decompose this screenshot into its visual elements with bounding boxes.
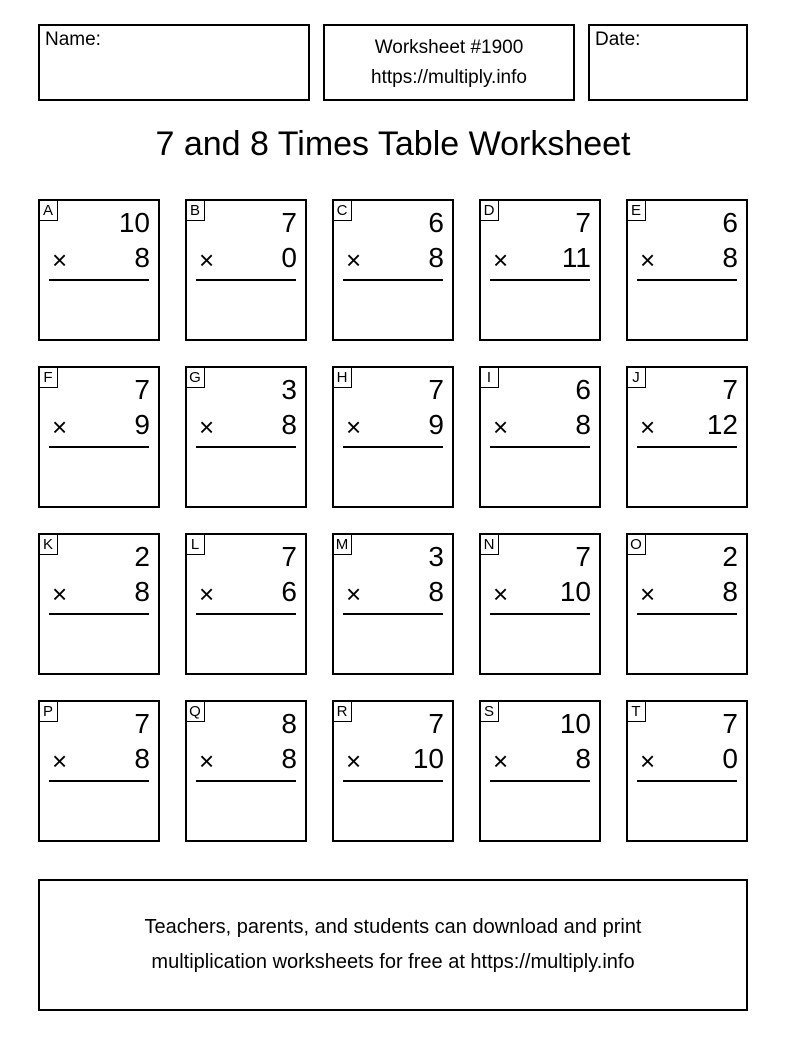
problem-multiplicand: 6 bbox=[575, 374, 591, 405]
problem-multiplicand: 7 bbox=[428, 708, 444, 739]
problem-multiplicand: 7 bbox=[722, 708, 738, 739]
problem-card[interactable] bbox=[38, 366, 160, 508]
problem-card[interactable] bbox=[38, 700, 160, 842]
problem-card[interactable] bbox=[332, 533, 454, 675]
problem-letter: P bbox=[38, 700, 58, 722]
problem-card[interactable] bbox=[626, 199, 748, 341]
answer-line bbox=[196, 613, 296, 615]
problem-card[interactable] bbox=[185, 199, 307, 341]
answer-line bbox=[637, 613, 737, 615]
answer-line bbox=[343, 613, 443, 615]
problem-letter: Q bbox=[185, 700, 205, 722]
multiply-sign: × bbox=[640, 746, 656, 776]
problem-multiplicand: 7 bbox=[134, 374, 150, 405]
problem-letter: A bbox=[38, 199, 58, 221]
problem-card[interactable] bbox=[332, 366, 454, 508]
multiply-sign: × bbox=[52, 245, 68, 275]
problem-card[interactable] bbox=[332, 700, 454, 842]
problem-letter: G bbox=[185, 366, 205, 388]
worksheet-info-box bbox=[323, 24, 575, 101]
multiply-sign: × bbox=[493, 245, 509, 275]
multiply-sign: × bbox=[52, 412, 68, 442]
problem-multiplier: 8 bbox=[134, 576, 150, 607]
answer-line bbox=[490, 446, 590, 448]
problem-letter: R bbox=[332, 700, 352, 722]
name-field[interactable] bbox=[38, 24, 310, 101]
problem-multiplier: 8 bbox=[428, 242, 444, 273]
problem-multiplier: 8 bbox=[134, 242, 150, 273]
answer-line bbox=[490, 780, 590, 782]
multiply-sign: × bbox=[493, 579, 509, 609]
problem-card[interactable] bbox=[479, 366, 601, 508]
problem-letter: M bbox=[332, 533, 352, 555]
footer-line-1: Teachers, parents, and students can download and print bbox=[144, 916, 642, 938]
multiply-sign: × bbox=[640, 579, 656, 609]
problem-multiplicand: 6 bbox=[428, 207, 444, 238]
problem-card[interactable] bbox=[626, 366, 748, 508]
problem-multiplicand: 3 bbox=[428, 541, 444, 572]
multiply-sign: × bbox=[52, 746, 68, 776]
problem-multiplicand: 2 bbox=[134, 541, 150, 572]
problem-card[interactable] bbox=[185, 366, 307, 508]
name-label: Name: bbox=[45, 29, 101, 50]
multiply-sign: × bbox=[640, 245, 656, 275]
multiply-sign: × bbox=[493, 746, 509, 776]
problem-multiplier: 8 bbox=[281, 743, 297, 774]
problem-multiplier: 8 bbox=[281, 409, 297, 440]
multiply-sign: × bbox=[199, 245, 215, 275]
answer-line bbox=[196, 279, 296, 281]
problem-multiplier: 8 bbox=[722, 576, 738, 607]
date-field[interactable] bbox=[588, 24, 748, 101]
answer-line bbox=[637, 446, 737, 448]
problem-multiplicand: 7 bbox=[575, 541, 591, 572]
answer-line bbox=[490, 613, 590, 615]
problem-letter: C bbox=[332, 199, 352, 221]
problem-multiplicand: 6 bbox=[722, 207, 738, 238]
problem-multiplicand: 7 bbox=[575, 207, 591, 238]
multiply-sign: × bbox=[640, 412, 656, 442]
problem-card[interactable] bbox=[185, 533, 307, 675]
multiply-sign: × bbox=[346, 579, 362, 609]
problem-multiplier: 0 bbox=[722, 743, 738, 774]
problem-card[interactable] bbox=[479, 533, 601, 675]
problem-card[interactable] bbox=[185, 700, 307, 842]
multiply-sign: × bbox=[52, 579, 68, 609]
page-title: 7 and 8 Times Table Worksheet bbox=[155, 125, 631, 163]
worksheet-url: https://multiply.info bbox=[371, 66, 527, 88]
footer-box bbox=[38, 879, 748, 1011]
problem-multiplier: 11 bbox=[561, 242, 591, 273]
date-label: Date: bbox=[595, 29, 641, 50]
answer-line bbox=[49, 279, 149, 281]
problem-letter: I bbox=[479, 366, 499, 388]
problem-multiplier: 8 bbox=[428, 576, 444, 607]
multiply-sign: × bbox=[199, 746, 215, 776]
multiply-sign: × bbox=[199, 412, 215, 442]
problem-letter: N bbox=[479, 533, 499, 555]
problem-multiplicand: 10 bbox=[559, 708, 591, 739]
problem-multiplier: 10 bbox=[412, 743, 444, 774]
problem-multiplicand: 7 bbox=[722, 374, 738, 405]
multiply-sign: × bbox=[346, 412, 362, 442]
problem-multiplier: 6 bbox=[281, 576, 297, 607]
problem-multiplicand: 2 bbox=[722, 541, 738, 572]
problem-card[interactable] bbox=[479, 199, 601, 341]
problem-letter: F bbox=[38, 366, 58, 388]
problem-card[interactable] bbox=[479, 700, 601, 842]
problem-letter: J bbox=[626, 366, 646, 388]
problem-card[interactable] bbox=[626, 700, 748, 842]
problem-multiplier: 12 bbox=[706, 409, 738, 440]
problem-multiplicand: 7 bbox=[281, 541, 297, 572]
problem-multiplier: 8 bbox=[722, 242, 738, 273]
problem-card[interactable] bbox=[38, 199, 160, 341]
multiply-sign: × bbox=[199, 579, 215, 609]
footer-line-2: multiplication worksheets for free at https://multiply.info bbox=[151, 951, 635, 973]
problem-letter: O bbox=[626, 533, 646, 555]
problem-multiplier: 0 bbox=[281, 242, 297, 273]
problem-letter: E bbox=[626, 199, 646, 221]
problem-multiplicand: 7 bbox=[134, 708, 150, 739]
problem-card[interactable] bbox=[38, 533, 160, 675]
problem-letter: S bbox=[479, 700, 499, 722]
answer-line bbox=[196, 446, 296, 448]
problem-letter: L bbox=[185, 533, 205, 555]
problem-multiplicand: 10 bbox=[118, 207, 150, 238]
answer-line bbox=[637, 780, 737, 782]
multiply-sign: × bbox=[493, 412, 509, 442]
problem-multiplicand: 3 bbox=[281, 374, 297, 405]
problem-multiplicand: 7 bbox=[281, 207, 297, 238]
answer-line bbox=[343, 279, 443, 281]
problem-letter: B bbox=[185, 199, 205, 221]
answer-line bbox=[343, 780, 443, 782]
problem-multiplier: 8 bbox=[134, 743, 150, 774]
multiply-sign: × bbox=[346, 746, 362, 776]
problem-letter: D bbox=[479, 199, 499, 221]
problem-letter: H bbox=[332, 366, 352, 388]
problem-multiplier: 8 bbox=[575, 409, 591, 440]
problem-multiplicand: 7 bbox=[428, 374, 444, 405]
answer-line bbox=[49, 446, 149, 448]
problem-multiplicand: 8 bbox=[281, 708, 297, 739]
problem-multiplier: 10 bbox=[559, 576, 591, 607]
problem-multiplier: 8 bbox=[575, 743, 591, 774]
problem-card[interactable] bbox=[626, 533, 748, 675]
problem-card[interactable] bbox=[332, 199, 454, 341]
problem-multiplier: 9 bbox=[428, 409, 444, 440]
answer-line bbox=[637, 279, 737, 281]
answer-line bbox=[490, 279, 590, 281]
answer-line bbox=[343, 446, 443, 448]
problem-letter: K bbox=[38, 533, 58, 555]
answer-line bbox=[49, 613, 149, 615]
answer-line bbox=[49, 780, 149, 782]
problem-multiplier: 9 bbox=[134, 409, 150, 440]
multiply-sign: × bbox=[346, 245, 362, 275]
worksheet-number: Worksheet #1900 bbox=[374, 36, 524, 58]
problem-letter: T bbox=[626, 700, 646, 722]
answer-line bbox=[196, 780, 296, 782]
